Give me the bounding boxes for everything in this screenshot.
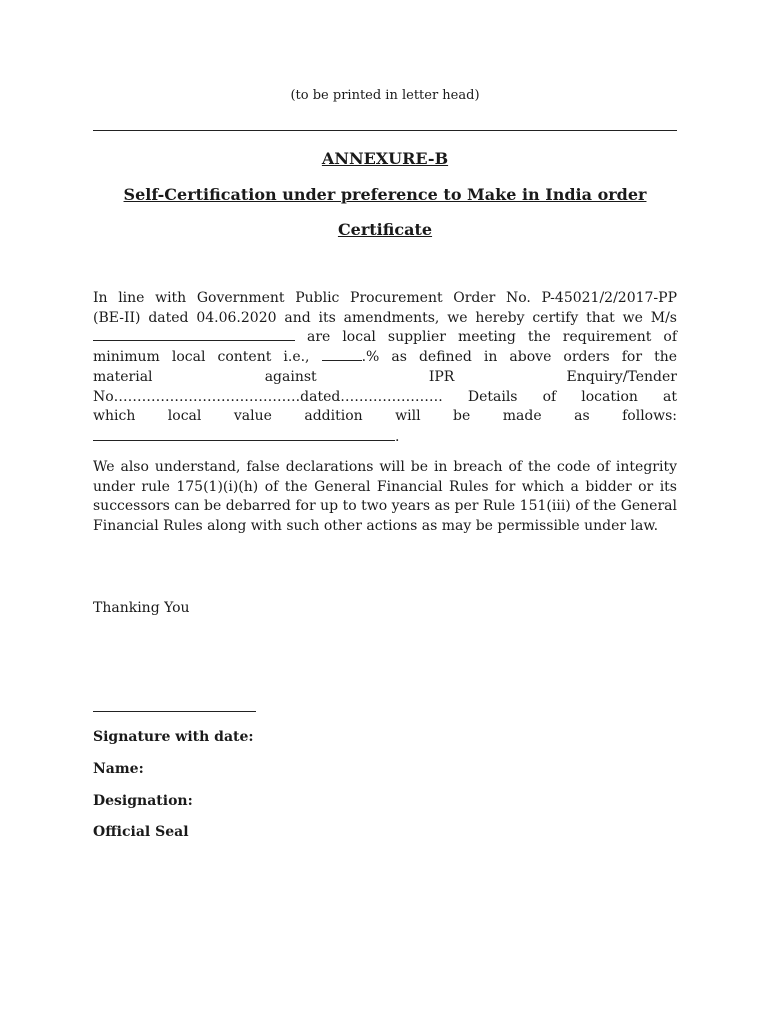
- para1-line5: material against IPR Enquiry/Tender: [93, 368, 677, 385]
- official-seal-label: Official Seal: [93, 824, 189, 840]
- para1-line3-text: are local supplier meeting the requirement of: [307, 329, 678, 346]
- certification-paragraph: [93, 289, 677, 448]
- letterhead-note: (to be printed in letter head): [290, 88, 480, 103]
- declaration-paragraph: We also understand, false declarations will be in breach of the code of integrity under rule 175(1)(i)(h) of the General Financial Rules for which a bidder or its successors can be debarred for up to two years as per Rule 151(iii) of the General Financial Rules along with such other actions as may be permissible under law.: [93, 459, 677, 535]
- letterhead-rule: [93, 130, 677, 131]
- subject-title: Self-Certification under preference to Make in India order: [123, 185, 647, 204]
- para1-line2: (BE-II) dated 04.06.2020 and its amendments, we hereby certify that we M/s: [93, 309, 677, 326]
- closing-text: Thanking You: [93, 600, 190, 616]
- para1-line4: [93, 348, 677, 368]
- para1-line8-tail: .: [395, 428, 400, 445]
- para1-line1: In line with Government Public Procurement Order No. P-45021/2/2017-PP: [93, 290, 677, 306]
- para1-line8: [93, 427, 677, 448]
- para1-line6: No………………………………….dated…………………. Details of location at: [93, 388, 677, 405]
- name-label: Name:: [93, 761, 144, 777]
- supplier-name-blank: [93, 328, 295, 341]
- signature-line: [93, 711, 256, 712]
- signature-label: Signature with date:: [93, 729, 254, 745]
- designation-label: Designation:: [93, 793, 193, 809]
- para1-line4-text-a: minimum local content i.e.,: [93, 349, 310, 366]
- para1-line3: [93, 328, 677, 348]
- annexure-title: ANNEXURE-B: [321, 149, 449, 168]
- para1-line7: which local value addition will be made as follows:: [93, 408, 677, 425]
- para1-line4-text-b: .% as defined in above orders for the: [361, 349, 677, 366]
- local-content-blank: [322, 348, 362, 361]
- location-blank: [93, 427, 395, 441]
- certificate-title: Certificate: [337, 220, 433, 239]
